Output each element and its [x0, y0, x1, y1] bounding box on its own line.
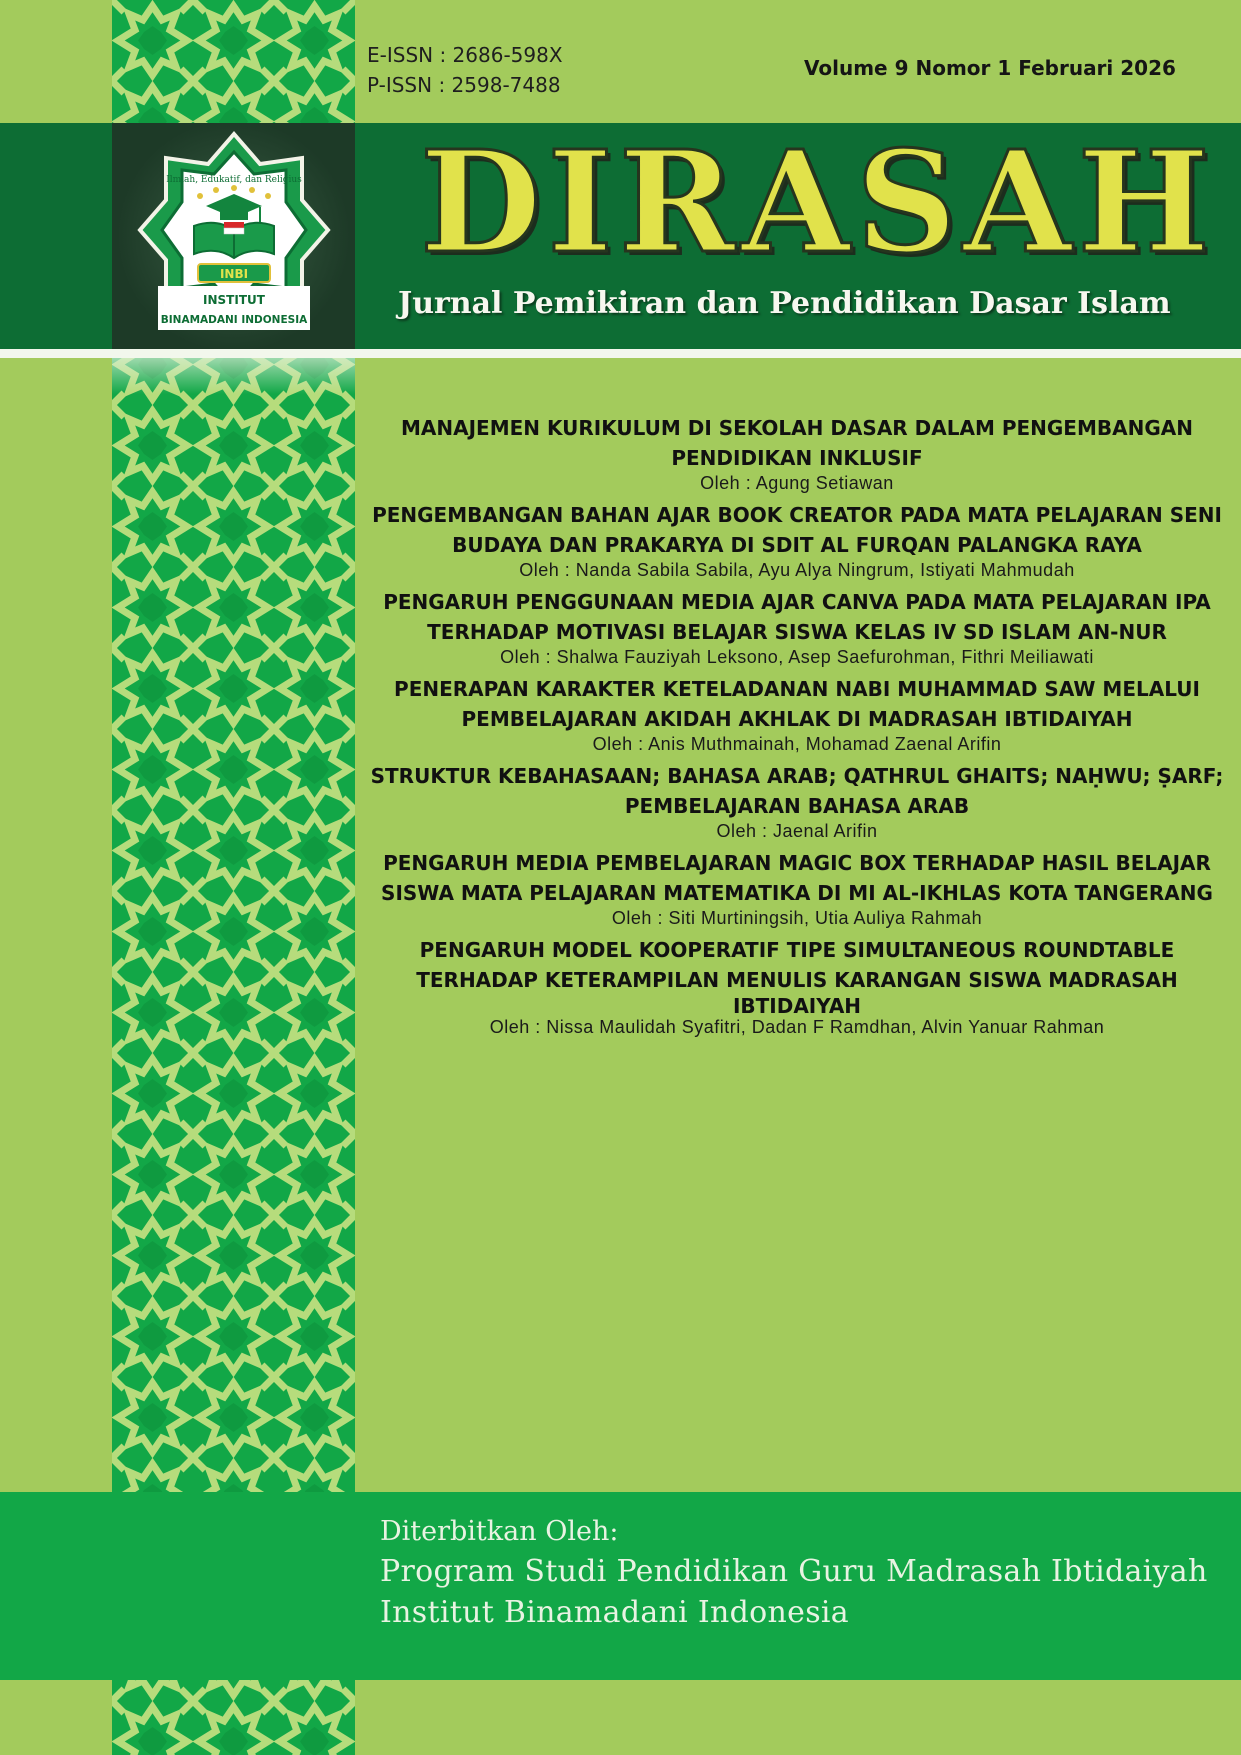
article-authors: Oleh : Shalwa Fauziyah Leksono, Asep Saefurohman, Fithri Meiliawati	[500, 647, 1094, 667]
article-item	[368, 587, 1226, 667]
article-authors: Oleh : Nanda Sabila Sabila, Ayu Alya Ningrum, Istiyati Mahmudah	[519, 560, 1075, 580]
article-title-line: PENGARUH MODEL KOOPERATIF TIPE SIMULTANEOUS ROUNDTABLE	[419, 938, 1175, 962]
logo-glow	[112, 358, 355, 394]
issn-block	[367, 40, 563, 100]
article-title-line: PENGARUH PENGGUNAAN MEDIA AJAR CANVA PADA MATA PELAJARAN IPA	[383, 590, 1211, 614]
article-item	[368, 500, 1226, 580]
article-authors: Oleh : Anis Muthmainah, Mohamad Zaenal Arifin	[592, 734, 1002, 754]
article-title-line: PENGEMBANGAN BAHAN AJAR BOOK CREATOR PADA MATA PELAJARAN SENI	[372, 503, 1222, 527]
article-item	[368, 413, 1226, 493]
article-authors: Oleh : Nissa Maulidah Syafitri, Dadan F Ramdhan, Alvin Yanuar Rahman	[489, 1017, 1105, 1037]
article-title-line: PENERAPAN KARAKTER KETELADANAN NABI MUHAMMAD SAW MELALUI	[394, 677, 1200, 701]
volume-info: Volume 9 Nomor 1 Februari 2026	[804, 56, 1176, 80]
article-list	[368, 413, 1226, 1044]
article-title-line: IBTIDAIYAH	[732, 994, 862, 1018]
masthead-divider	[0, 349, 1241, 358]
article-title-line: PENGARUH MEDIA PEMBELAJARAN MAGIC BOX TERHADAP HASIL BELAJAR	[383, 851, 1211, 875]
journal-subtitle: Jurnal Pemikiran dan Pendidikan Dasar Islam	[398, 286, 1171, 321]
article-title-line: SISWA MATA PELAJARAN MATEMATIKA DI MI AL-IKHLAS KOTA TANGERANG	[381, 881, 1213, 905]
article-title-line: PENDIDIKAN INKLUSIF	[671, 446, 923, 470]
article-title-line: STRUKTUR KEBAHASAAN; BAHASA ARAB; QATHRUL GHAITS; NAḤWU; ṢARF;	[370, 764, 1224, 788]
logo-caption-line1: INSTITUT	[203, 293, 265, 307]
article-item	[368, 848, 1226, 928]
logo-badge-text: INBI	[219, 267, 249, 281]
publisher-block	[380, 1513, 1208, 1633]
journal-title: DIRASAH	[420, 121, 1216, 285]
article-title-line: PEMBELAJARAN AKIDAH AKHLAK DI MADRASAH IBTIDAIYAH	[461, 707, 1133, 731]
institution-logo	[136, 130, 332, 342]
article-title-line: BUDAYA DAN PRAKARYA DI SDIT AL FURQAN PALANGKA RAYA	[452, 533, 1142, 557]
article-title-line: MANAJEMEN KURIKULUM DI SEKOLAH DASAR DALAM PENGEMBANGAN	[401, 416, 1193, 440]
logo-caption-line2: BINAMADANI INDONESIA	[160, 314, 308, 326]
logo-arc-text: Ilmiah, Edukatif, dan Religius	[166, 175, 302, 185]
article-authors: Oleh : Siti Murtiningsih, Utia Auliya Rahmah	[611, 908, 983, 928]
publisher-program: Program Studi Pendidikan Guru Madrasah Ibtidaiyah	[380, 1554, 1208, 1589]
article-item	[368, 935, 1226, 1037]
publisher-institution: Institut Binamadani Indonesia	[380, 1595, 849, 1630]
e-issn: E-ISSN : 2686-598X	[367, 43, 563, 67]
article-authors: Oleh : Agung Setiawan	[700, 473, 894, 493]
article-title-line: TERHADAP MOTIVASI BELAJAR SISWA KELAS IV SD ISLAM AN-NUR	[427, 620, 1167, 644]
article-title-line: PEMBELAJARAN BAHASA ARAB	[624, 794, 970, 818]
article-authors: Oleh : Jaenal Arifin	[716, 821, 878, 841]
publisher-label: Diterbitkan Oleh:	[380, 1516, 619, 1547]
article-item	[368, 674, 1226, 754]
p-issn: P-ISSN : 2598-7488	[367, 73, 561, 97]
article-item	[368, 761, 1226, 841]
article-title-line: TERHADAP KETERAMPILAN MENULIS KARANGAN SISWA MADRASAH	[416, 968, 1178, 992]
